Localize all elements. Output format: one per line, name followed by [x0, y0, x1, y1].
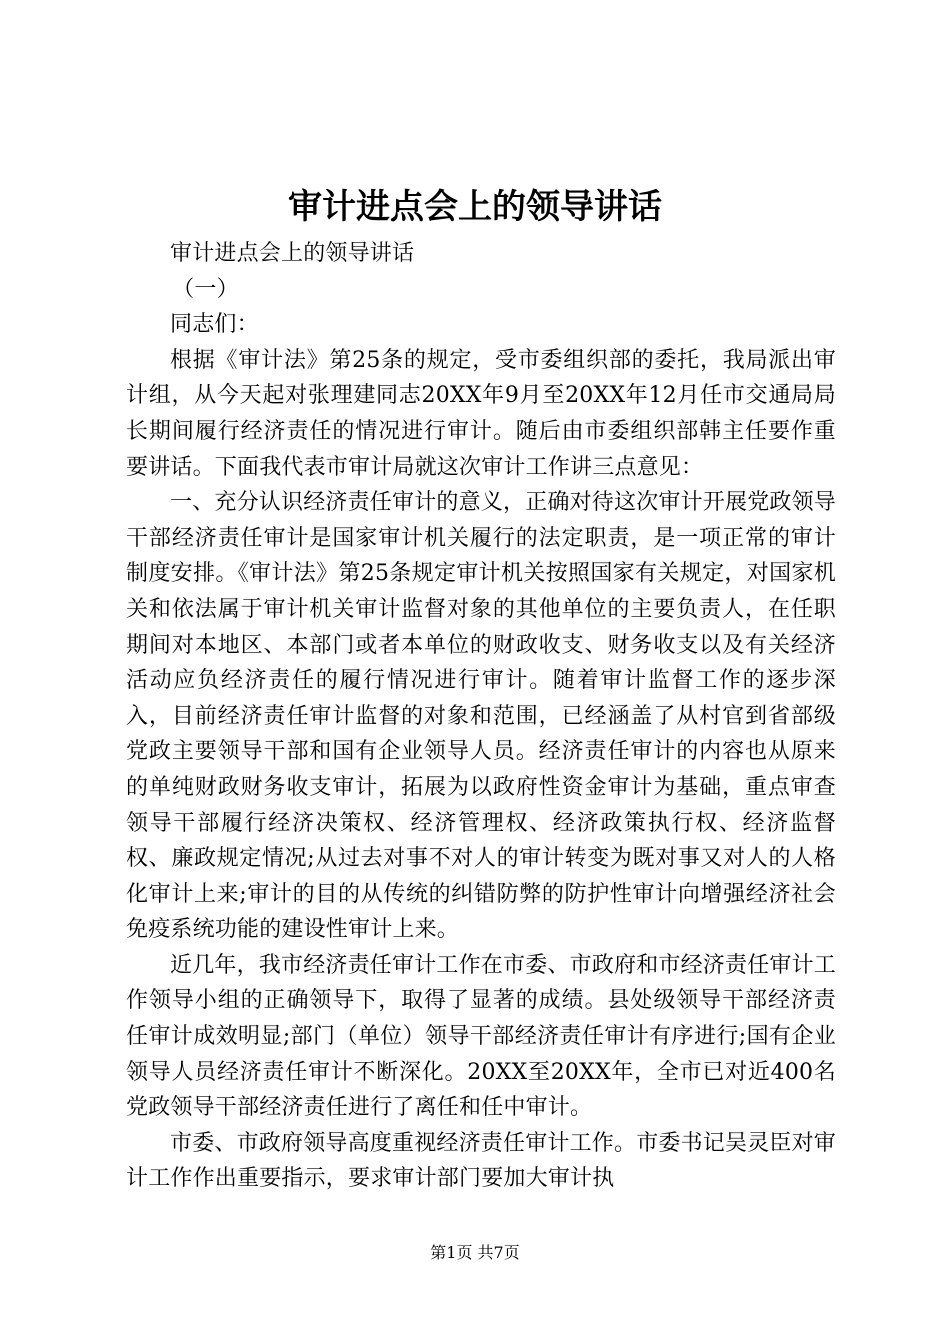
subtitle-line: 审计进点会上的领导讲话: [170, 241, 415, 266]
salutation: 同志们：: [170, 312, 259, 338]
page-footer: [0, 1242, 950, 1264]
paragraph: 市委、市政府领导高度重视经济责任审计工作。市委书记吴灵臣对审计工作作出重要指示，要求审计部门要加大审计执: [126, 1130, 837, 1192]
section-number: （一）: [172, 276, 239, 302]
paragraph: 一、充分认识经济责任审计的意义，正确对待这次审计开展党政领导干部经济责任审计是国家审计机关履行的法定职责，是一项正常的审计制度安排。《审计法》第25条规定审计机关按照国家有关规定，对国家机关和依法属于审计机关审计监督对象的其他单位的主要负责人，在任职期间对本地区、本部门或者本单位的财政收支、财务收支以及有关经济活动应负经济责任的履行情况进行审计。随着审计监督工作的逐步深入，目前经济责任审计监督的对象和范围，已经涵盖了从村官到省部级党政主要领导干部和国有企业领导人员。经济责任审计的内容也从原来的单纯财政财务收支审计，拓展为以政府性资金审计为基础，重点审查领导干部履行经济决策权、经济管理权、经济政策执行权、经济监督权、廉政规定情况;从过去对事不对人的审计转变为既对事又对人的人格化审计上来;审计的目的从传统的纠错防弊的防护性审计向增强经济社会免疫系统功能的建设性审计上来。: [126, 490, 837, 943]
paragraph: 根据《审计法》第25条的规定，受市委组织部的委托，我局派出审计组，从今天起对张理建同志20XX年9月至20XX年12月任市交通局局长期间履行经济责任的情况进行审计。随后由市委组织部韩主任要作重要讲话。下面我代表市审计局就这次审计工作讲三点意见：: [126, 347, 836, 480]
paragraph: 近几年，我市经济责任审计工作在市委、市政府和市经济责任审计工作领导小组的正确领导下，取得了显著的成绩。县处级领导干部经济责任审计成效明显;部门（单位）领导干部经济责任审计有序进行;国有企业领导人员经济责任审计不断深化。20XX至20XX年，全市已对近400名党政领导干部经济责任进行了离任和任中审计。: [126, 952, 837, 1121]
page-number-indicator: 第1页 共7页: [430, 1243, 520, 1262]
document-body: [126, 236, 836, 1197]
document-title: 审计进点会上的领导讲话: [288, 187, 662, 227]
